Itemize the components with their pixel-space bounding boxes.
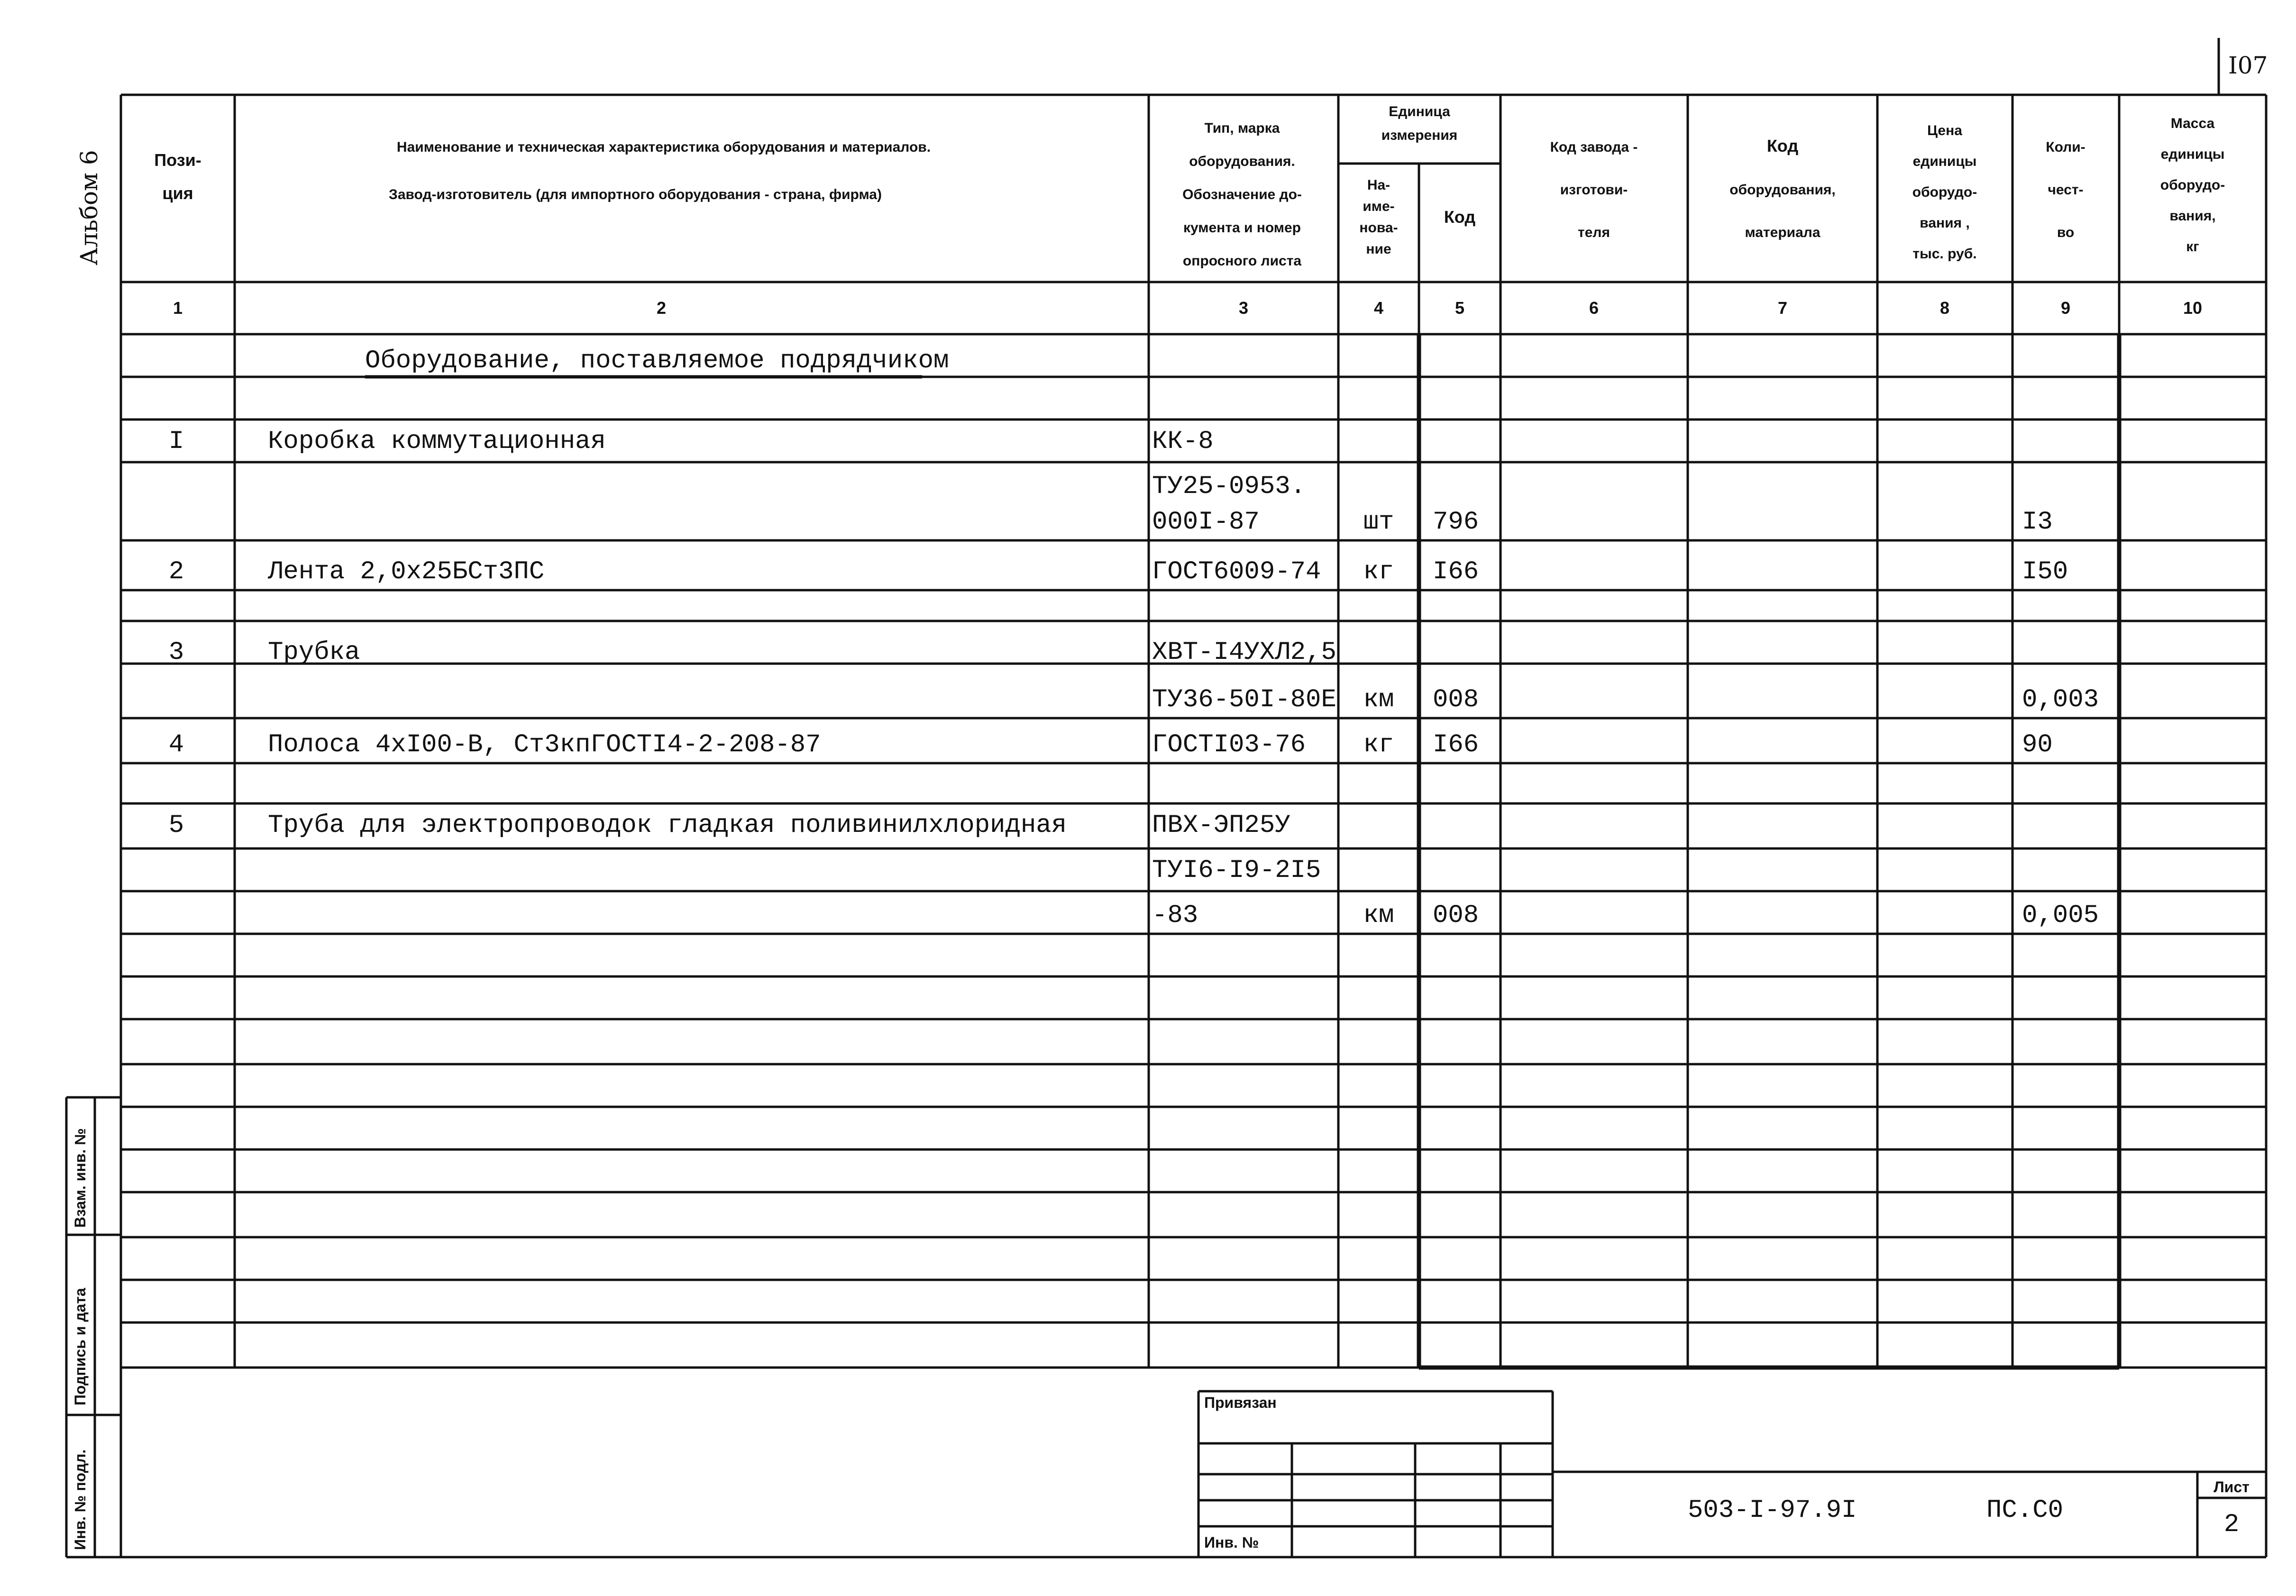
header-factory-code-3: теля (1578, 225, 1610, 240)
header-position-1: Пози- (154, 150, 201, 170)
col-num-10: 10 (2183, 298, 2203, 318)
left-sidebar (66, 1097, 121, 1557)
header-type-5: опросного листа (1182, 253, 1302, 269)
row-unit: км (1363, 685, 1394, 714)
row-quantity: 90 (2022, 730, 2053, 759)
header-type-1: Тип, марка (1204, 120, 1280, 136)
col-num-2: 2 (656, 298, 667, 318)
header-price-2: единицы (1912, 154, 1977, 169)
table-row (1152, 901, 2099, 930)
header-type-2: оборудования. (1189, 154, 1295, 169)
header-name-1: Наименование и техническая характеристика оборудования и материалов. (396, 139, 931, 155)
doc-code: 503-I-97.9I (1688, 1496, 1857, 1525)
row-code: I66 (1433, 730, 1479, 759)
sidebar-vzam: Взам. инв. № (72, 1128, 89, 1228)
header-position-2: ция (162, 183, 193, 203)
header-unit-name-2: име- (1363, 199, 1395, 214)
header-unit-name-1: На- (1367, 177, 1390, 193)
row-type: ХВТ-I4УХЛ2,5 (1152, 638, 1336, 667)
table-row (169, 427, 1214, 456)
header-mass-5: кг (2186, 239, 2199, 255)
header-quantity-2: чест- (2048, 182, 2084, 198)
col-num-8: 8 (1939, 298, 1950, 318)
row-code: 008 (1433, 901, 1479, 930)
header-quantity-3: во (2057, 225, 2075, 240)
row-position: 5 (168, 811, 184, 840)
row-position: 3 (168, 638, 184, 667)
header-factory-code-2: изготови- (1560, 182, 1628, 198)
row-quantity: I50 (2022, 557, 2068, 586)
table-row (169, 811, 1290, 840)
col-num-5: 5 (1454, 298, 1465, 318)
table-row (1152, 856, 1321, 885)
header-mass-1: Масса (2170, 116, 2215, 131)
row-type: -83 (1152, 901, 1198, 930)
title-block (1198, 1391, 2266, 1557)
col-num-3: 3 (1238, 298, 1249, 318)
table-row (1152, 508, 2053, 537)
table-header (154, 104, 2225, 269)
header-price-1: Цена (1927, 123, 1962, 138)
header-equipment-code-2: оборудования, (1729, 182, 1836, 198)
row-code: I66 (1433, 557, 1479, 586)
row-unit: шт (1363, 508, 1394, 537)
header-equipment-code-3: материала (1745, 225, 1820, 240)
header-factory-code-1: Код завода - (1550, 139, 1638, 155)
privyazan-label: Привязан (1204, 1394, 1277, 1411)
row-unit: кг (1363, 557, 1394, 586)
row-position: I (168, 427, 184, 456)
col-num-4: 4 (1373, 298, 1384, 318)
header-equipment-code-1: Код (1766, 136, 1799, 155)
row-type: ТУ36-50I-80Е (1152, 685, 1336, 714)
sidebar-podpis: Подпись и дата (72, 1288, 89, 1405)
column-numbers (173, 298, 2202, 318)
col-num-1: 1 (173, 298, 183, 318)
table-row (1152, 685, 2099, 714)
row-type: ГОСТ6009-74 (1152, 557, 1321, 586)
header-mass-2: единицы (2160, 146, 2225, 162)
table-row (169, 557, 2068, 586)
row-type: КК-8 (1152, 427, 1214, 456)
row-position: 4 (168, 730, 184, 759)
row-type: ТУI6-I9-2I5 (1152, 856, 1321, 885)
row-name: Коробка коммутационная (268, 427, 606, 456)
row-position: 2 (168, 557, 184, 586)
row-name: Трубка (268, 638, 360, 667)
row-code: 796 (1433, 508, 1479, 537)
album-label: Альбом 6 (75, 150, 103, 265)
header-unit-code: Код (1444, 207, 1476, 227)
header-quantity-1: Коли- (2046, 139, 2086, 155)
header-type-4: кумента и номер (1183, 220, 1301, 236)
col-num-9: 9 (2060, 298, 2071, 318)
header-unit-2: измерения (1381, 128, 1458, 143)
header-unit-1: Единица (1389, 104, 1450, 119)
header-price-3: оборудо- (1912, 184, 1977, 200)
sheet-number: 2 (2223, 1510, 2240, 1539)
row-unit: км (1363, 901, 1394, 930)
header-mass-3: оборудо- (2160, 177, 2225, 193)
row-unit: кг (1363, 730, 1394, 759)
thick-region (1419, 334, 2119, 1368)
row-type: 000I-87 (1152, 508, 1260, 537)
col-num-6: 6 (1589, 298, 1599, 318)
inv-no-label: Инв. № (1204, 1534, 1259, 1551)
page-number: I07 (2228, 52, 2268, 79)
sidebar-inv-podl: Инв. № подл. (72, 1449, 89, 1550)
sheet-label: Лист (2214, 1478, 2250, 1496)
doc-suffix: ПС.С0 (1986, 1496, 2064, 1525)
table-body (169, 427, 2099, 930)
table-row (1152, 472, 1306, 501)
row-name: Полоса 4хI00-В, Ст3кпГОСТI4-2-208-87 (268, 730, 821, 759)
header-unit-name-4: ние (1366, 241, 1391, 257)
row-quantity: I3 (2022, 508, 2053, 537)
header-type-3: Обозначение до- (1182, 187, 1302, 202)
row-name: Лента 2,0х25БСт3ПС (268, 557, 545, 586)
row-type: ГОСТI03-76 (1152, 730, 1306, 759)
col-num-7: 7 (1777, 298, 1788, 318)
header-name-2: Завод-изготовитель (для импортного оборудования - страна, фирма) (389, 187, 882, 202)
row-type: ПВХ-ЭП25У (1152, 811, 1290, 840)
header-price-4: вания , (1920, 215, 1970, 231)
row-quantity: 0,005 (2022, 901, 2099, 930)
row-code: 008 (1433, 685, 1479, 714)
row-type: ТУ25-0953. (1152, 472, 1306, 501)
section-title: Оборудование, поставляемое подрядчиком (365, 347, 949, 375)
table-row (169, 730, 2053, 759)
header-mass-4: вания, (2169, 208, 2216, 224)
header-unit-name-3: нова- (1359, 220, 1398, 236)
header-price-5: тыс. руб. (1912, 246, 1977, 262)
row-name: Труба для электропроводок гладкая поливинилхлоридная (268, 811, 1067, 840)
row-quantity: 0,003 (2022, 685, 2099, 714)
